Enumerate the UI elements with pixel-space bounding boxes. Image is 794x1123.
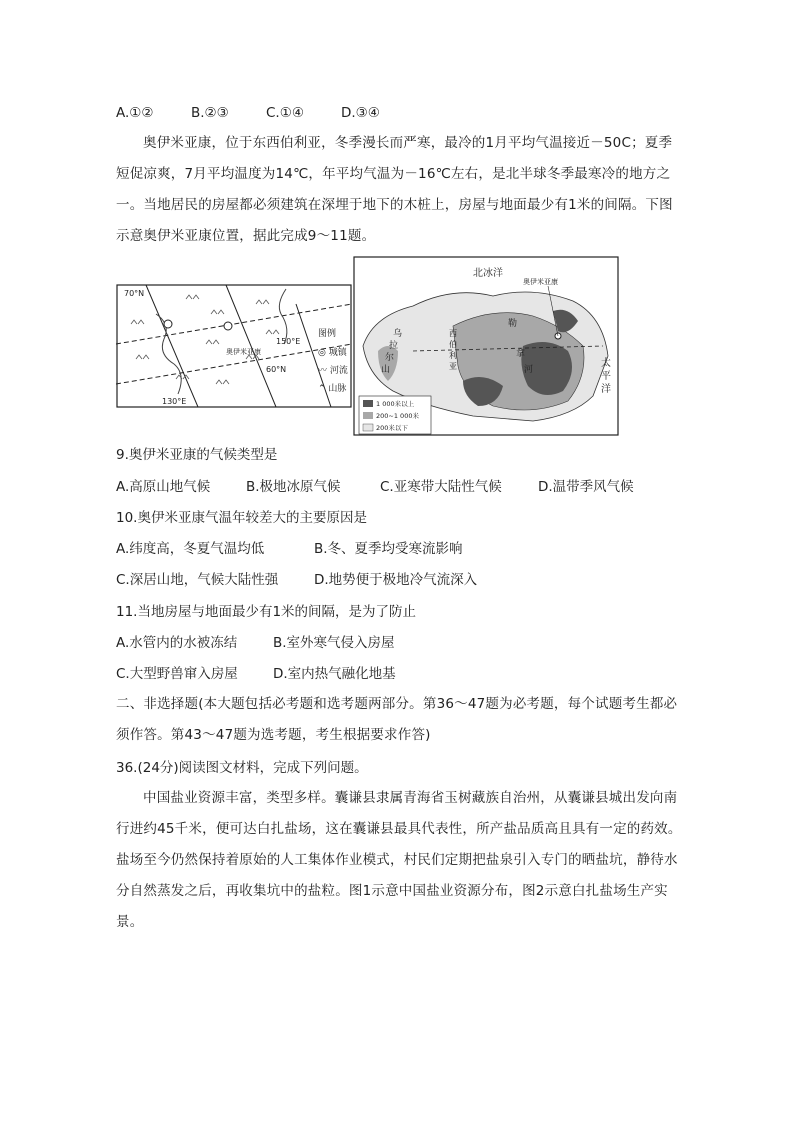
q11-stem: 11.当地房屋与地面最少有1米的间隔，是为了防止 xyxy=(116,604,417,620)
map2-legend-mid: 200~1 000米 xyxy=(376,412,419,420)
passage-salt: 中国盐业资源丰富，类型多样。囊谦县隶属青海省玉树藏族自治州，从囊谦县城出发向南行进约45千米，便可达白扎盐场，这在囊谦县最具代表性，所产盐品质高且具有一定的药效。盐场至今仍然保持着原始的人工集体作业模式，村民们定期把盐泉引入专门的晒盐坑，静待水分自然蒸发之后，再收集坑中的盐粒。图1示意中国盐业资源分布，图2示意白扎盐场生产实景。 xyxy=(116,790,682,930)
map2-siberia-2: 伯 xyxy=(449,340,457,349)
map2-siberia-4: 亚 xyxy=(449,362,457,371)
map-oymyakon-location xyxy=(116,284,352,408)
q8-option-d: D.③④ xyxy=(341,105,380,121)
map2-arctic: 北冰洋 xyxy=(473,268,503,279)
map2-lena-1: 勒 xyxy=(508,319,518,329)
mountain-icon: ⌃ xyxy=(318,384,326,394)
q10-options-row2: C.深居山地，气候大陆性强 D.地势便于极地冷气流深入 xyxy=(116,572,478,588)
passage-oymyakon: 奥伊米亚康，位于东西伯利亚，冬季漫长而严寒，最冷的1月平均气温接近－50C；夏季短促凉爽，7月平均温度为14℃，年平均气温为－16℃左右，是北半球冬季最寒冷的地方之一。当地居民的房屋都必须建筑在深埋于地下的木桩上，房屋与地面最少有1米的间隔。下图示意奥伊米亚康位置，据此完成9～11题。 xyxy=(116,135,673,244)
map2-siberia-3: 利 xyxy=(449,351,457,360)
map1-lat70: 70°N xyxy=(124,289,145,298)
map2-pacific-3: 洋 xyxy=(601,384,611,395)
q11-options-row2: C.大型野兽窜入房屋 D.室内热气融化地基 xyxy=(116,666,396,682)
river-icon: 〰 xyxy=(318,366,328,376)
q8-options xyxy=(116,103,380,123)
map2-ural-4: 山 xyxy=(381,365,391,375)
map1-lat60: 60°N xyxy=(266,365,287,374)
map2-ural-2: 拉 xyxy=(389,341,399,351)
map2-legend-low: 200米以下 xyxy=(376,424,408,432)
map1-legend: 图例 ◎ 城镇 〰 河流 ⌃ 山脉 xyxy=(318,326,348,394)
map2-pacific-2: 平 xyxy=(601,371,611,382)
map2-ural-3: 尔 xyxy=(385,353,395,363)
q10-stem: 10.奥伊米亚康气温年较差大的主要原因是 xyxy=(116,510,367,526)
legend-title: 图例 xyxy=(318,329,337,339)
q10-options-row1: A.纬度高，冬夏气温均低 B.冬、夏季均受寒流影响 xyxy=(116,541,463,557)
map1-lon150: 150°E xyxy=(276,337,301,346)
map2-town: 奥伊米亚康 xyxy=(523,278,558,286)
map2-lena-3: 河 xyxy=(524,365,534,375)
q9-options: A.高原山地气候 B.极地冰原气候 C.亚寒带大陆性气候 D.温带季风气候 xyxy=(116,479,634,495)
map2-siberia-1: 西 xyxy=(449,329,457,338)
q11-options-row1: A.水管内的水被冻结 B.室外寒气侵入房屋 xyxy=(116,635,395,651)
section-two-heading: 二、非选择题(本大题包括必考题和选考题两部分。第36～47题为必考题，每个试题考生都必须作答。第43～47题为选考题，考生根据要求作答) xyxy=(116,696,678,743)
q8-option-b: B.②③ xyxy=(191,105,229,121)
map1-town-label: 奥伊米亚康 xyxy=(226,348,261,356)
map2-ural-1: 乌 xyxy=(393,329,403,339)
q9-stem: 9.奥伊米亚康的气候类型是 xyxy=(116,447,278,463)
map1-lon130: 130°E xyxy=(162,397,187,406)
q36-stem: 36.(24分)阅读图文材料，完成下列问题。 xyxy=(116,760,368,776)
town-icon: ◎ xyxy=(318,348,326,358)
q8-option-a: A.①② xyxy=(116,105,154,121)
map2-lena-2: 拿 xyxy=(516,349,526,359)
map2-legend-high: 1 000米以上 xyxy=(376,400,415,408)
map-siberia-relief xyxy=(353,256,619,436)
map2-pacific-1: 太 xyxy=(601,358,611,369)
q8-option-c: C.①④ xyxy=(266,105,304,121)
